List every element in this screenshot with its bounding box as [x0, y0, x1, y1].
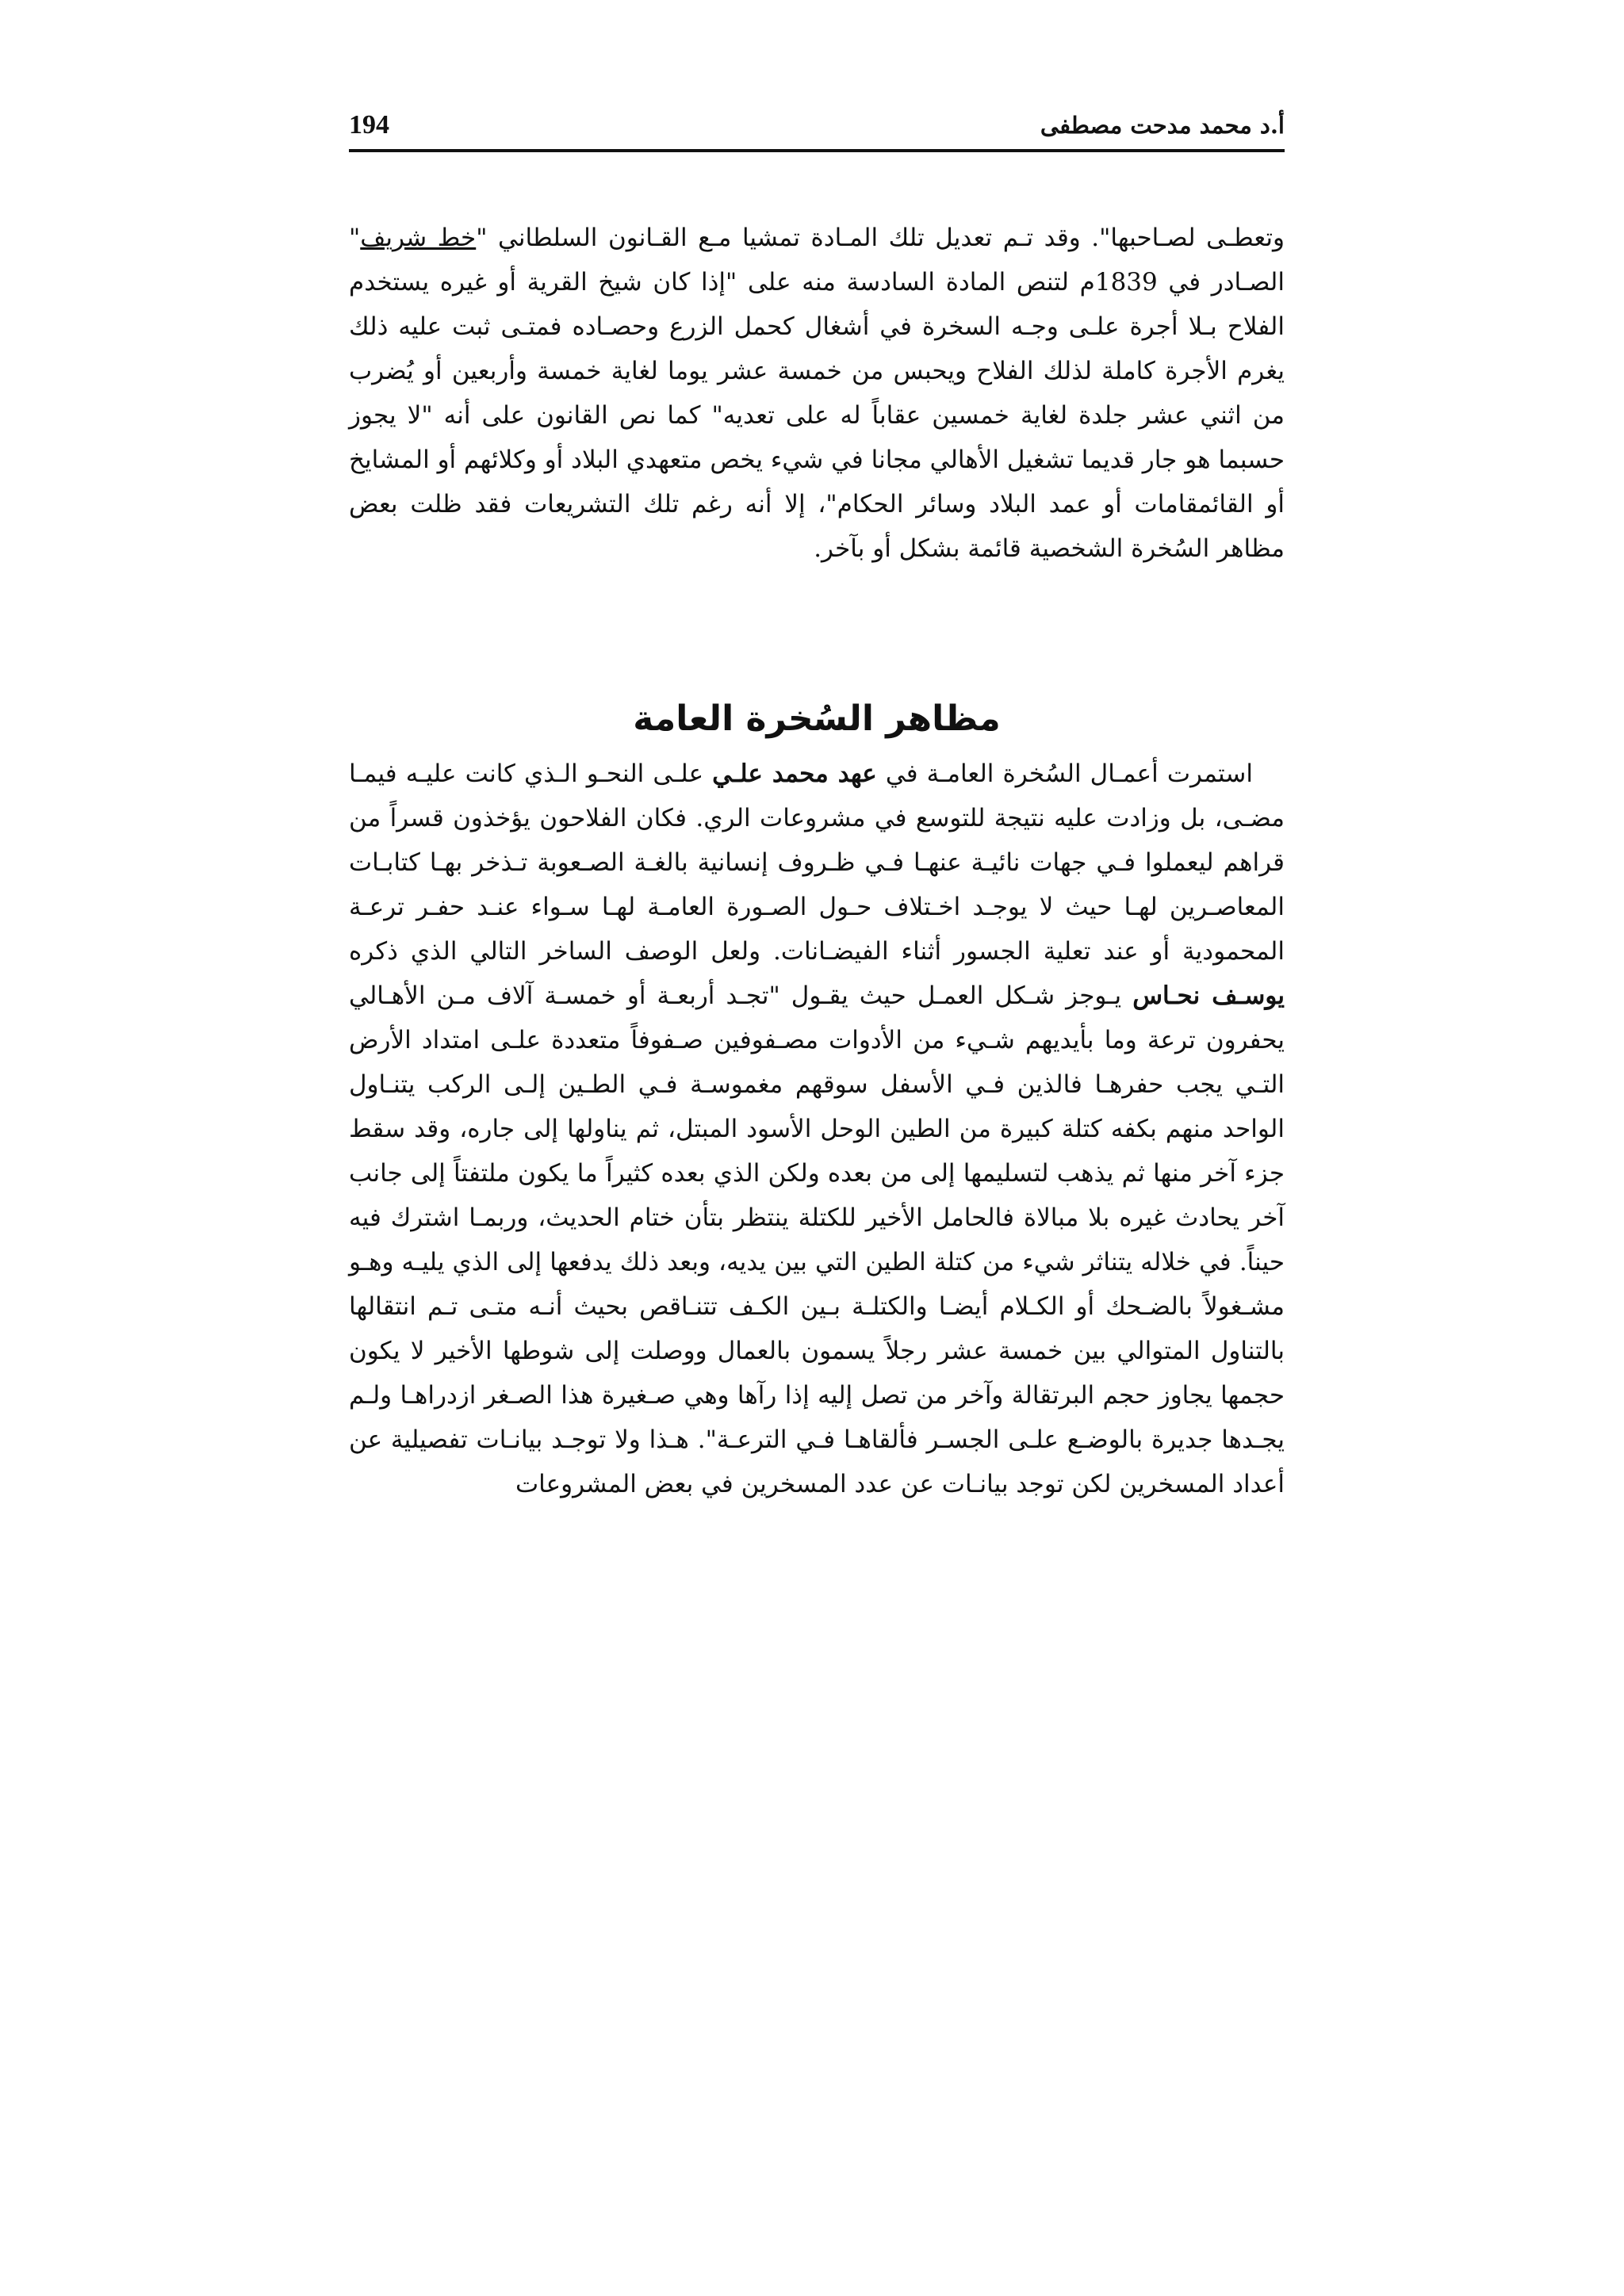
bold-term-author: يوسـف نحـاس [1132, 982, 1285, 1010]
body-paragraph-2 [349, 752, 1285, 1506]
header-rule [349, 149, 1285, 152]
paragraph-2-text-a: استمرت أعمـال السُخرة العامـة في [876, 760, 1254, 788]
paragraph-2-text-c: يـوجز شـكل العمـل حيث يقـول "تجـد أربعـة أو خمسـة آلاف مـن الأهـالي يحفرون ترعة وما بأيديهم شـيء من الأدوات مصـفوفين صـفوفاً متعددة علـى امتداد الأرض التـي يجب حفرهـا فالذين فـي الأسفل سوقهم مغموسـة فـي الطـين إلـى الركب يتنـاول الواحد منهم بكفه كتلة كبيرة من الطين الوحل الأسود المبتل، ثم يناولها إلى جاره، وقد سقط جزء آخر منها ثم يذهب لتسليمها إلى من بعده ولكن الذي بعده كثيراً ما يكون ملتفتاً إلى جانب آخر يحادث غيره بلا مبالاة فالحامل الأخير للكتلة ينتظر بتأن ختام الحديث، وربمـا اشترك فيه حيناً. في خلاله يتناثر شيء من كتلة الطين التي بين يديه، وبعد ذلك يدفعها إلى الذي يليـه وهـو مشـغولاً بالضـحك أو الكـلام أيضـا والكتلـة بـين الكـف تتنـاقص بحيث أنـه متـى تـم انتقالها بالتناول المتوالي بين خمسة عشر رجلاً يسمون بالعمال ووصلت إلى شوطها الأخير لا يكون حجمها يجاوز حجم البرتقالة وآخر من تصل إليه إذا رآها وهي صـغيرة هذا الصـغر ازدراهـا ولـم يجـدها جديرة بالوضـع علـى الجسـر فألقاهـا فـي الترعـة". هـذا ولا توجـد بيانـات تفصيلية عن أعداد المسخرين لكن توجد بيانـات عن عدد المسخرين في بعض المشروعات [349, 982, 1285, 1498]
running-header-author: أ.د محمد مدحت مصطفى [1040, 112, 1285, 139]
section-heading: مظاهر السُخرة العامة [633, 698, 1001, 739]
paragraph-1-text-start: وتعطـى لصـاحبها". وقد تـم تعديل تلك المـادة تمشيا مـع القـانون السلطاني " [476, 224, 1285, 252]
body-paragraph-1 [349, 216, 1285, 571]
page-number: 194 [349, 110, 389, 140]
paragraph-1-text-end: " الصـادر في 1839م لتنص المادة السادسة منه على "إذا كان شيخ القرية أو غيره يستخدم الفلاح بـلا أجرة علـى وجـه السخرة في أشغال كحمل الزرع وحصـاده فمتـى ثبت عليه ذلك يغرم الأجرة كاملة لذلك الفلاح ويحبس من خمسة عشر يوما لغاية خمسة وأربعين أو يُضرب من اثني عشر جلدة لغاية خمسين عقاباً له على تعديه" كما نص القانون على أنه "لا يجوز حسبما هو جار قديما تشغيل الأهالي مجانا في شيء يخص متعهدي البلاد أو وكلائهم أو المشايخ أو القائمقامات أو عمد البلاد وسائر الحكام"، إلا أنه رغم تلك التشريعات فقد ظلت بعض مظاهر السُخرة الشخصية قائمة بشكل أو بآخر. [349, 224, 1285, 563]
underlined-term: خط شريف [360, 224, 477, 252]
bold-term-era: عهد محمد علـي [712, 760, 877, 788]
page-header [349, 101, 1285, 149]
paragraph-2-text-b: علـى النحـو الـذي كانت عليـه فيمـا مضـى، بل وزادت عليه نتيجة للتوسع في مشروعات الري. فكان الفلاحون يؤخذون قسراً من قراهم ليعملوا فـي جهات نائيـة عنهـا فـي ظـروف إنسانية بالغـة الصـعوبة تـذخر بهـا كتابـات المعاصـرين لهـا حيث لا يوجـد اخـتلاف حـول الصـورة العامـة لهـا سـواء عنـد حفـر ترعـة المحمودية أو عند تعلية الجسور أثناء الفيضـانات. ولعل الوصف الساخر التالي الذي ذكره [349, 760, 1285, 966]
